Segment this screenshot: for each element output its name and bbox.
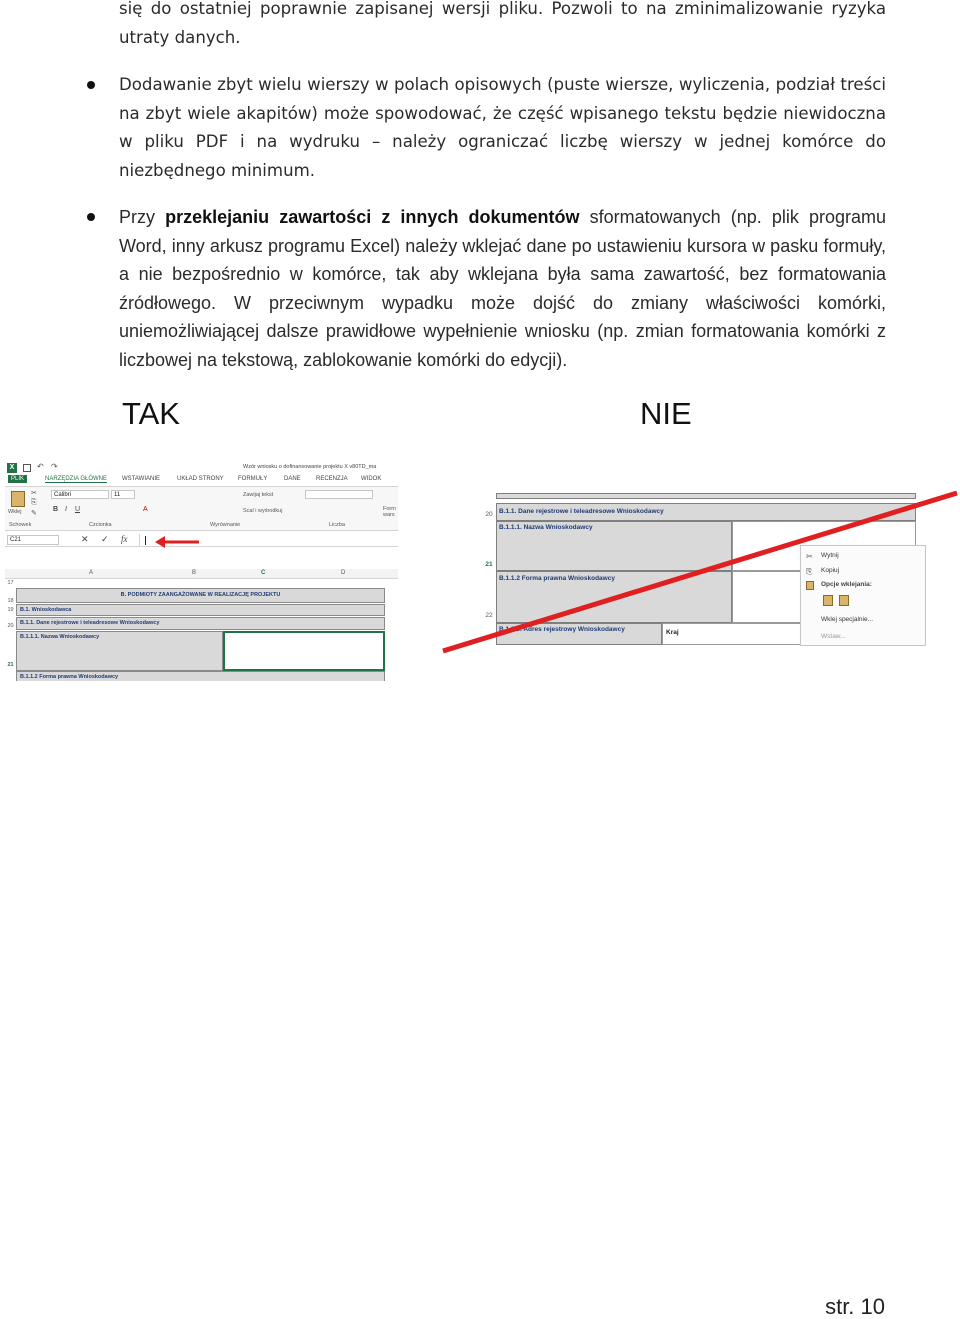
active-cell[interactable] — [223, 631, 385, 671]
red-arrow-icon — [155, 535, 201, 549]
column-c[interactable]: C — [261, 570, 266, 576]
paragraph-paste-instructions — [119, 203, 886, 374]
row-number[interactable]: 18 — [7, 598, 14, 604]
menu-header-paste-options: Opcje wklejania: — [821, 581, 872, 588]
tab-page-layout[interactable]: UKŁAD STRONY — [177, 476, 224, 482]
row-number[interactable]: 21 — [485, 561, 493, 568]
row-number[interactable]: 20 — [485, 511, 493, 518]
row-text: B.1.1.3. Adres rejestrowy Wnioskodawcy — [499, 626, 625, 633]
bold-icon[interactable]: B — [53, 506, 59, 513]
menu-item-copy[interactable]: Kopiuj — [821, 567, 840, 574]
function-icon[interactable]: fx — [121, 534, 128, 544]
row-text: B.1.1. Dane rejestrowe i teleadresowe Wnioskodawcy — [499, 508, 664, 515]
table-row[interactable] — [16, 671, 385, 681]
section-header-text: B. PODMIOTY ZAANGAŻOWANE W REALIZACJĘ PROJEKTU — [120, 592, 281, 598]
label-nie: NIE — [640, 396, 692, 431]
wrap-text-button[interactable]: Zawijaj tekst — [243, 492, 274, 498]
ribbon-tabs — [5, 475, 398, 487]
number-format-select[interactable] — [305, 490, 373, 499]
tab-formulas[interactable]: FORMUŁY — [238, 476, 268, 482]
row-number[interactable]: 20 — [7, 623, 14, 629]
cut-icon: ✂ — [806, 552, 813, 561]
merge-center-button[interactable]: Scal i wyśrodkuj — [243, 508, 283, 514]
paste-button-label[interactable]: Wklej — [8, 509, 22, 515]
confirm-icon[interactable]: ✓ — [101, 534, 109, 544]
quick-access-toolbar — [5, 461, 398, 475]
paragraph-continuation — [119, 0, 886, 52]
font-color-icon[interactable]: A — [143, 506, 148, 513]
row-number[interactable]: 19 — [7, 607, 14, 613]
row-text: B.1. Wnioskodawca — [20, 607, 72, 613]
table-row[interactable] — [16, 631, 223, 671]
font-size-select[interactable]: 11 — [111, 490, 135, 499]
tak-excel-screenshot — [5, 461, 398, 681]
label-tak: TAK — [122, 396, 180, 431]
row-number[interactable]: 21 — [7, 662, 14, 668]
section-header-cell[interactable] — [16, 588, 385, 603]
menu-item-paste-special[interactable]: Wklej specjalnie... — [821, 616, 874, 623]
underline-icon[interactable]: U — [75, 506, 81, 513]
table-row[interactable] — [16, 604, 385, 616]
red-strike-line — [441, 490, 960, 655]
paragraph-continuation-line2: utraty danych. — [119, 27, 241, 47]
formula-bar — [5, 533, 398, 547]
font-name-select[interactable]: Calibri — [51, 490, 109, 499]
page-number: str. 10 — [825, 1294, 885, 1319]
tab-data[interactable]: DANE — [284, 476, 301, 482]
ribbon-home — [5, 487, 398, 531]
paste-prefix: Przy — [119, 207, 166, 227]
tab-file[interactable]: PLIK — [8, 475, 27, 483]
window-title: Wzór wniosku o dofinansowanie projektu X v80TD_ma — [243, 464, 377, 470]
column-a[interactable]: A — [89, 570, 94, 576]
tab-home[interactable]: NARZĘDZIA GŁÓWNE — [45, 476, 108, 482]
tab-insert[interactable]: WSTAWIANIE — [122, 476, 160, 482]
column-d[interactable]: D — [341, 570, 346, 576]
tab-view[interactable]: WIDOK — [361, 476, 382, 482]
menu-item-insert[interactable]: Wstaw... — [821, 633, 846, 640]
row-number[interactable]: 17 — [7, 580, 14, 586]
bullet-icon — [87, 81, 95, 89]
excel-logo-icon: X — [7, 463, 17, 473]
format-painter-icon[interactable]: ✎ — [31, 510, 37, 517]
name-box[interactable]: C21 — [7, 535, 59, 545]
bullet-icon — [87, 213, 95, 221]
column-headers — [5, 569, 398, 579]
menu-item-cut[interactable]: Wytnij — [821, 552, 839, 559]
cancel-icon[interactable]: ✕ — [81, 534, 89, 544]
row-text: B.1.1. Dane rejestrowe i teleadresowe Wnioskodawcy — [20, 620, 160, 626]
group-number-label: Liczba — [329, 522, 345, 528]
row-text: B.1.1.1. Nazwa Wnioskodawcy — [499, 524, 593, 531]
paste-icon[interactable] — [11, 491, 25, 507]
group-font-label: Czcionka — [89, 522, 112, 528]
paste-emphasis: przeklejaniu zawartości z innych dokumentów — [165, 207, 580, 227]
copy-icon[interactable]: ⎘ — [31, 499, 37, 506]
row-number[interactable]: 22 — [485, 612, 493, 619]
row-text: B.1.1.1. Nazwa Wnioskodawcy — [20, 634, 100, 640]
group-clipboard-label: Schowek — [9, 522, 32, 528]
table-row[interactable] — [16, 617, 385, 630]
italic-icon[interactable]: I — [65, 506, 67, 513]
save-icon — [23, 464, 31, 472]
row-text: B.1.1.2 Forma prawna Wnioskodawcy — [499, 575, 615, 582]
formula-cursor — [145, 536, 146, 545]
redo-icon: ↷ — [51, 462, 58, 471]
paragraph-lines-warning: Dodawanie zbyt wielu wierszy w polach opisowych (puste wiersze, wyliczenia, podział treści na zbyt wiele akapitów) może spowodować, że część wpisanego tekstu będzie niewidoczna w pliku PDF i na wydruku – należy ograniczać liczbę wierszy w jednej komórce do niezbędnego minimum. — [119, 75, 886, 180]
undo-icon: ↶ — [37, 462, 44, 471]
format-button-label[interactable]: Form wars — [383, 506, 396, 518]
kraj-label: Kraj — [666, 629, 679, 636]
tab-review[interactable]: RECENZJA — [316, 476, 348, 482]
cut-icon[interactable]: ✂ — [31, 490, 37, 497]
column-b[interactable]: B — [192, 570, 197, 576]
row-text: B.1.1.2 Forma prawna Wnioskodawcy — [20, 674, 119, 680]
paste-suffix: sformatowanych (np. plik programu Word, inny arkusz programu Excel) należy wklejać dane po ustawieniu kursora w pasku formuły, a nie bezpośrednio w komórce, tak aby wklejana była sama zawartość, bez formatowania źródłowego. W przeciwnym wypadku może dojść do zmiany właściwości komórki, uniemożliwiającej dalsze prawidłowe wypełnienie wniosku (np. zmian formatowania komórki z liczbowej na tekstową, zablokowanie komórki do edycji). — [119, 207, 886, 370]
paragraph-continuation-line1: się do ostatniej poprawnie zapisanej wersji pliku. Pozwoli to na zminimalizowanie ryzyka — [119, 0, 886, 18]
group-alignment-label: Wyrównanie — [210, 522, 241, 528]
copy-icon: ⎘ — [806, 567, 813, 576]
